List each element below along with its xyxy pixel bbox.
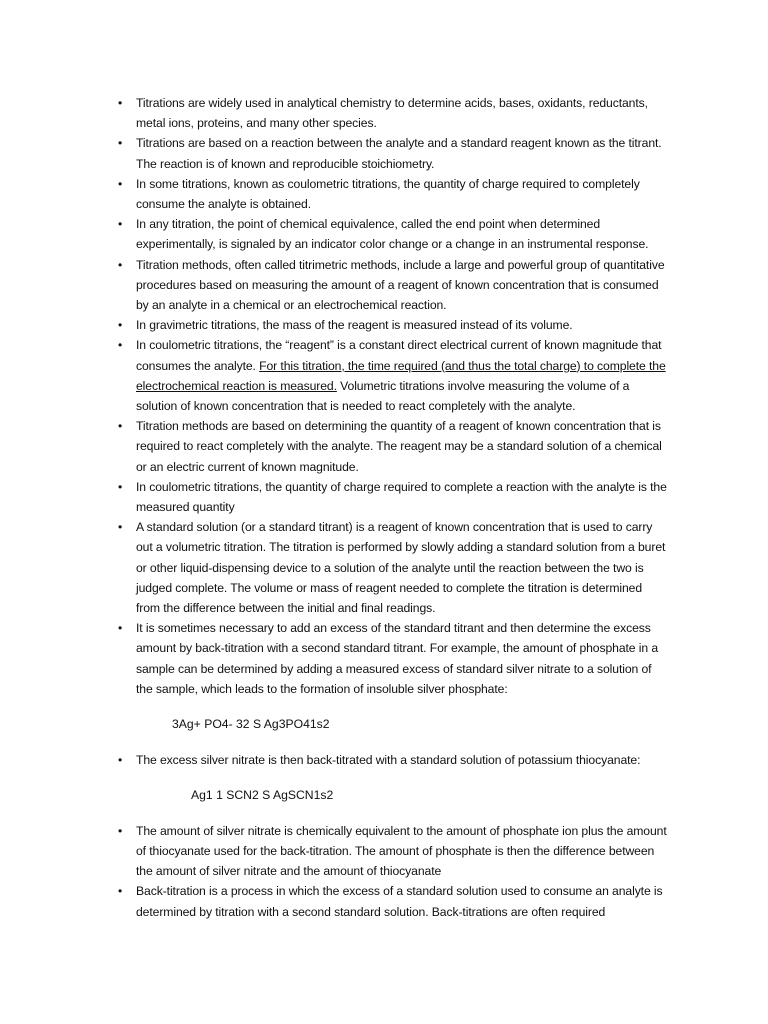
list-item <box>117 93 668 133</box>
bullet-list-main <box>0 93 768 699</box>
bullet-icon: • <box>117 176 123 191</box>
list-item-text-before: In coulometric titrations, the “reagent” is a constant direct electrical current of known magnitude that consumes the analyte. <box>136 338 662 373</box>
list-item <box>117 477 668 517</box>
bullet-icon: • <box>117 823 123 838</box>
bullet-icon: • <box>117 338 123 353</box>
list-item-coulometric <box>117 335 668 416</box>
list-item-text: The amount of silver nitrate is chemically equivalent to the amount of phosphate ion plus the amount of thiocyanate used for the back-titration. The amount of phosphate is then the difference between the amount of silver nitrate and the amount of thiocyanate <box>136 823 667 879</box>
underlined-sentence: For this titration, the time required (and thus the total charge) to complete the electrochemical reaction is measured. <box>136 358 666 393</box>
equation-silver-phosphate: 3Ag+ PO4- 32 S Ag3PO41s2 <box>172 717 330 732</box>
bullet-list-back-titration <box>0 821 768 922</box>
list-item <box>117 133 668 173</box>
bullet-icon: • <box>117 479 123 494</box>
bullet-icon: • <box>117 520 123 535</box>
list-item-text: Titration methods, often called titrimetric methods, include a large and powerful group of quantitative procedures based on measuring the amount of a reagent of known concentration that is consumed by an analyte in a chemical or an electrochemical reaction. <box>136 257 665 313</box>
list-item-text: In any titration, the point of chemical equivalence, called the end point when determined experimentally, is signaled by an indicator color change or a change in an instrumental response. <box>136 217 649 252</box>
list-item <box>117 255 668 316</box>
bullet-icon: • <box>117 621 123 636</box>
list-item <box>117 881 668 921</box>
bullet-icon: • <box>117 884 123 899</box>
list-item-text-after: Volumetric titrations involve measuring the volume of a solution of known concentration that is needed to react completely with the analyte. <box>136 378 630 414</box>
list-item <box>117 174 668 214</box>
list-item-text: Titrations are widely used in analytical chemistry to determine acids, bases, oxidants, reductants, metal ions, proteins, and many other species. <box>136 96 648 131</box>
list-item-text: A standard solution (or a standard titrant) is a reagent of known concentration that is used to carry out a volumetric titration. The titration is performed by slowly adding a standard solution from a buret or other liquid-dispensing device to a solution of the analyte until the reaction between the two is judged complete. The volume or mass of reagent needed to complete the titration is determined from the difference between the initial and final readings. <box>136 520 666 616</box>
bullet-list-thiocyanate <box>0 750 768 770</box>
list-item <box>117 416 668 477</box>
list-item-text: In coulometric titrations, the quantity of charge required to complete a reaction with the analyte is the measured quantity <box>136 479 667 515</box>
bullet-icon: • <box>117 753 123 768</box>
bullet-icon: • <box>117 419 123 434</box>
list-item <box>117 214 668 254</box>
bullet-icon: • <box>117 217 123 232</box>
list-item-text: Back-titration is a process in which the excess of a standard solution used to consume an analyte is determined by titration with a second standard solution. Back-titrations are often required <box>136 884 663 919</box>
bullet-icon: • <box>117 318 123 333</box>
list-item <box>117 618 668 699</box>
list-item-text: The excess silver nitrate is then back-titrated with a standard solution of potassium thiocyanate: <box>136 753 641 768</box>
list-item-text: Titrations are based on a reaction between the analyte and a standard reagent known as the titrant. The reaction is of known and reproducible stoichiometry. <box>136 136 662 171</box>
list-item <box>117 315 668 335</box>
list-item <box>117 750 668 770</box>
list-item-text: It is sometimes necessary to add an excess of the standard titrant and then determine the excess amount by back-titration with a second standard titrant. For example, the amount of phosphate in a sample can be determined by adding a measured excess of standard silver nitrate to a solution of the sample, which leads to the formation of insoluble silver phosphate: <box>136 621 659 696</box>
list-item <box>117 821 668 882</box>
list-item <box>117 517 668 618</box>
equation-silver-thiocyanate: Ag1 1 SCN2 S AgSCN1s2 <box>191 787 334 802</box>
list-item-text: Titration methods are based on determining the quantity of a reagent of known concentration that is required to react completely with the analyte. The reagent may be a standard solution of a chemical or an electric current of known magnitude. <box>136 419 662 474</box>
bullet-icon: • <box>117 96 123 110</box>
list-item-text: In some titrations, known as coulometric titrations, the quantity of charge required to completely consume the analyte is obtained. <box>136 176 640 212</box>
bullet-icon: • <box>117 257 123 272</box>
bullet-icon: • <box>117 136 123 151</box>
list-item-text: In gravimetric titrations, the mass of the reagent is measured instead of its volume. <box>136 318 573 333</box>
